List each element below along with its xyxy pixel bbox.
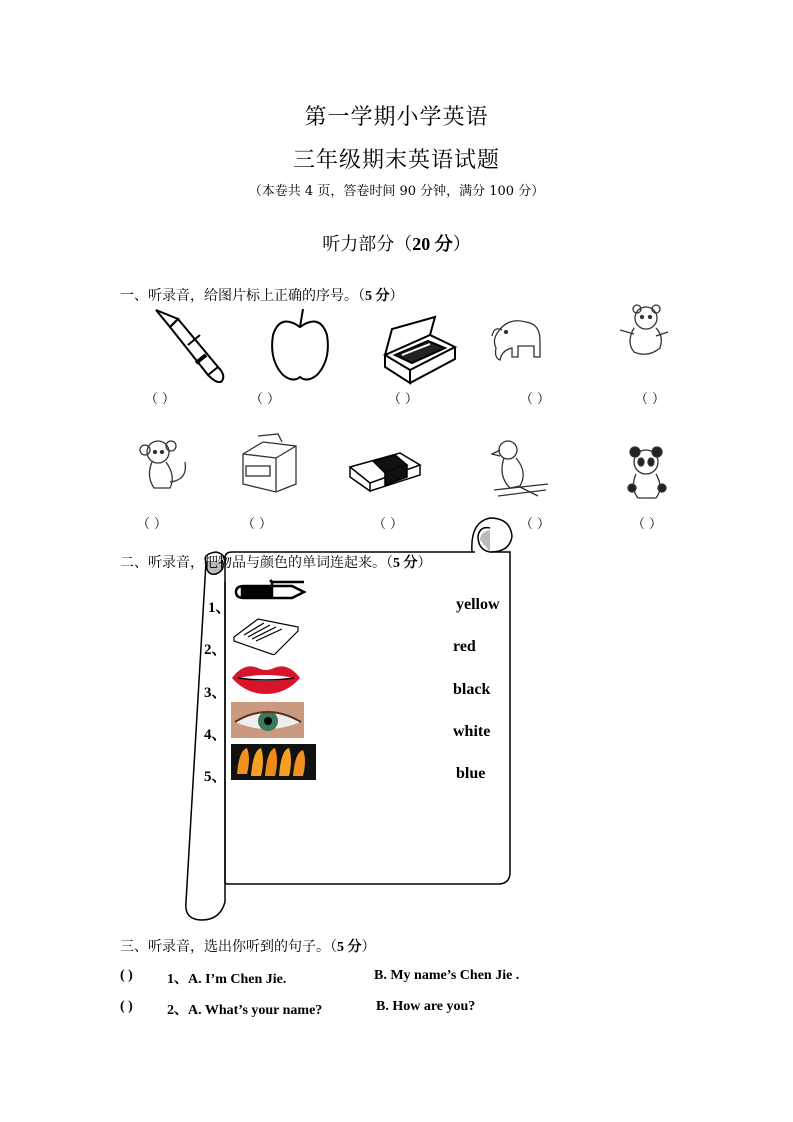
pen-item-icon xyxy=(232,578,308,608)
bear-icon xyxy=(612,300,672,360)
answer-blank[interactable]: （ ） xyxy=(136,517,168,532)
section1-heading: 一、听录音，给图片标上正确的序号。（5 分） xyxy=(120,288,404,304)
eraser-icon xyxy=(345,445,425,495)
monkey-icon xyxy=(130,432,195,494)
section3-heading: 三、听录音，选出你听到的句子。（5 分） xyxy=(120,939,376,955)
section2-heading: 二、听录音，把物品与颜色的单词连起来。（5 分） xyxy=(120,555,432,571)
answer-blank[interactable]: （ ） xyxy=(372,517,404,532)
exam-title: 三年级期末英语试题 xyxy=(292,148,500,173)
answer-blank[interactable]: （ ） xyxy=(631,517,663,532)
bananas-item-icon xyxy=(231,744,316,780)
eye-item-icon xyxy=(231,702,304,738)
elephant-icon xyxy=(488,312,548,367)
color-word: blue xyxy=(456,765,486,782)
item-number: 2、 xyxy=(204,642,227,658)
exam-info: （本卷共 4 页，答卷时间 90 分钟，满分 100 分） xyxy=(248,184,545,199)
question-2-blank[interactable]: ( ) xyxy=(120,999,133,1014)
question-1-option-b: B. My name’s Chen Jie . xyxy=(374,968,520,983)
color-word: yellow xyxy=(456,596,500,613)
question-1-blank[interactable]: ( ) xyxy=(120,968,133,983)
answer-blank[interactable]: （ ） xyxy=(519,392,551,407)
color-word: white xyxy=(453,723,491,740)
answer-blank[interactable]: （ ） xyxy=(144,392,176,407)
question-1-option-a: 1、A. I’m Chen Jie. xyxy=(167,972,287,987)
bird-icon xyxy=(488,436,553,504)
apple-icon xyxy=(265,305,335,385)
answer-blank[interactable]: （ ） xyxy=(249,392,281,407)
question-2-option-a: 2、A. What’s your name? xyxy=(167,1003,323,1018)
lips-item-icon xyxy=(230,660,302,696)
answer-blank[interactable]: （ ） xyxy=(519,517,551,532)
notebook-item-icon xyxy=(230,617,300,655)
item-number: 3、 xyxy=(204,685,227,701)
listening-heading: 听力部分（20 分） xyxy=(322,234,471,255)
color-word: red xyxy=(453,638,476,655)
pencil-box-icon xyxy=(380,315,460,385)
pen-icon xyxy=(148,305,228,390)
color-word: black xyxy=(453,681,491,698)
answer-blank[interactable]: （ ） xyxy=(241,517,273,532)
item-number: 5、 xyxy=(204,769,227,785)
item-number: 1、 xyxy=(208,600,231,616)
item-number: 4、 xyxy=(204,727,227,743)
answer-blank[interactable]: （ ） xyxy=(387,392,419,407)
page-title: 第一学期小学英语 xyxy=(304,105,489,130)
question-2-option-b: B. How are you? xyxy=(376,999,476,1014)
answer-blank[interactable]: （ ） xyxy=(634,392,666,407)
milk-carton-icon xyxy=(238,432,303,494)
panda-icon xyxy=(620,444,675,502)
